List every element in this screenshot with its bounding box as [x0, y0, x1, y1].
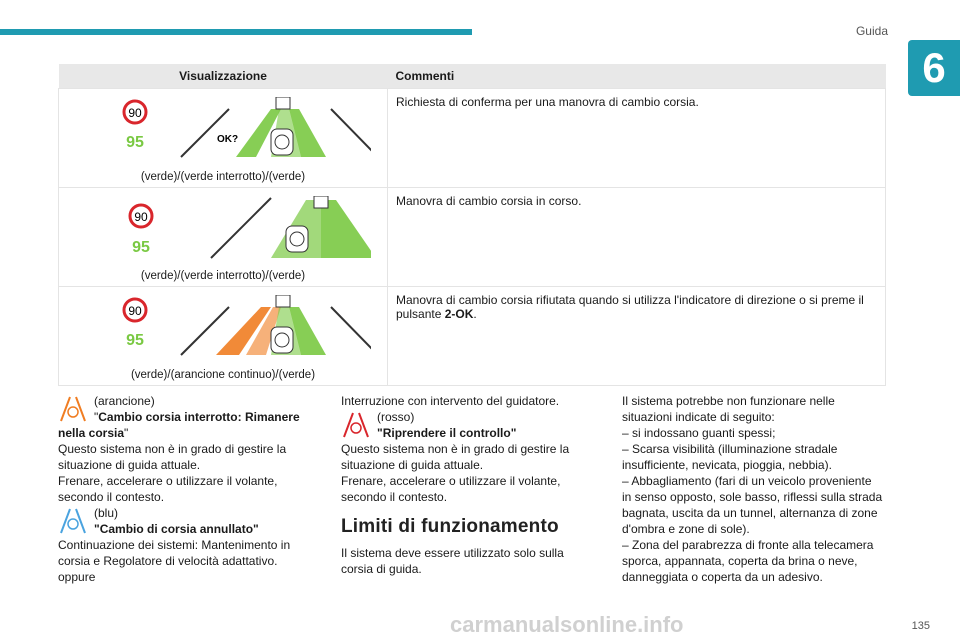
speed-current-text: 95 [126, 134, 144, 151]
table-row [59, 89, 886, 188]
speed-limit-text: 90 [128, 304, 142, 318]
message-title: "Cambio di corsia annullato" [94, 522, 259, 536]
display-cell [59, 89, 388, 188]
column-header-comments: Commenti [388, 64, 886, 89]
paragraph: Il sistema deve essere utilizzato solo sulla corsia di guida. [341, 546, 564, 576]
message-text: Questo sistema non è in grado di gestire la situazione di guida attuale. [58, 442, 287, 472]
message-text: Frenare, accelerare o utilizzare il volante, secondo il contesto. [341, 474, 561, 504]
column-3 [622, 393, 884, 585]
display-caption: (verde)/(arancione continuo)/(verde) [130, 369, 316, 381]
status-color-red: (rosso) [377, 410, 415, 424]
lane-cancel-blue-icon [58, 505, 88, 535]
list-intro: Il sistema potrebbe non funzionare nelle situazioni indicate di seguito: [622, 394, 835, 424]
list-item: – si indossano guanti spessi; [622, 426, 776, 440]
list-item: – Abbagliamento (fari di un veicolo proveniente in senso opposto, sole basso, riflessi sulla strada bagnata, uscita da un tunnel, alternanza di zone d'ombra e zone di sole). [622, 474, 883, 536]
chapter-tab: 6 [908, 40, 960, 96]
speed-current-text: 95 [132, 239, 150, 256]
takeover-red-icon [341, 409, 371, 439]
section-title: Guida [855, 24, 888, 38]
display-cell [59, 287, 388, 386]
status-color-orange: (arancione) [94, 394, 155, 408]
comment-cell: Richiesta di conferma per una manovra di cambio corsia. [388, 89, 886, 188]
message-text: oppure [58, 570, 96, 584]
message-text: Continuazione dei sistemi: Mantenimento in corsia e Regolatore di velocità adattativo. [58, 538, 291, 568]
speed-sign [124, 299, 146, 349]
speed-limit-text: 90 [128, 106, 142, 120]
header-bar [0, 29, 472, 35]
display-caption: (verde)/(verde interrotto)/(verde) [140, 171, 306, 183]
section-heading: Limiti di funzionamento [341, 516, 559, 537]
display-caption: (verde)/(verde interrotto)/(verde) [140, 270, 306, 282]
speed-sign [124, 101, 146, 151]
message-title: "Cambio corsia interrotto: Rimanere nella corsia" [58, 410, 300, 440]
ok-label: OK? [217, 134, 239, 145]
column-header-display: Visualizzazione [59, 64, 388, 89]
message-text: Questo sistema non è in grado di gestire la situazione di guida attuale. [341, 442, 570, 472]
table-row [59, 287, 886, 386]
list-item: – Zona del parabrezza di fronte alla telecamera sporca, appannata, coperta da brina o neve, danneggiata o coperta da un adesivo. [622, 538, 874, 584]
speed-current-text: 95 [126, 332, 144, 349]
comment-cell: Manovra di cambio corsia rifiutata quando si utilizza l'indicatore di direzione o si preme il pulsante 2-OK. [388, 287, 886, 386]
column-1 [58, 393, 313, 585]
lane-change-illustration [121, 295, 371, 365]
table-row [59, 188, 886, 287]
column-2 [341, 393, 596, 577]
message-title: "Riprendere il controllo" [377, 426, 517, 440]
watermark: carmanualsonline.info [450, 612, 684, 637]
page-number: 135 [911, 620, 930, 632]
list-item: – Scarsa visibilità (illuminazione stradale insufficiente, nevicata, pioggia, nebbia). [622, 442, 838, 472]
message-text: Frenare, accelerare o utilizzare il volante, secondo il contesto. [58, 474, 278, 504]
lane-warning-orange-icon [58, 393, 88, 423]
speed-limit-text: 90 [134, 210, 148, 224]
speed-sign [130, 205, 152, 256]
status-color-blue: (blu) [94, 506, 119, 520]
lane-change-illustration [121, 196, 371, 266]
display-table [58, 64, 886, 386]
comment-cell: Manovra di cambio corsia in corso. [388, 188, 886, 287]
display-cell [59, 188, 388, 287]
message-intro: Interruzione con intervento del guidatore. [341, 394, 560, 408]
lane-change-illustration [121, 97, 371, 167]
